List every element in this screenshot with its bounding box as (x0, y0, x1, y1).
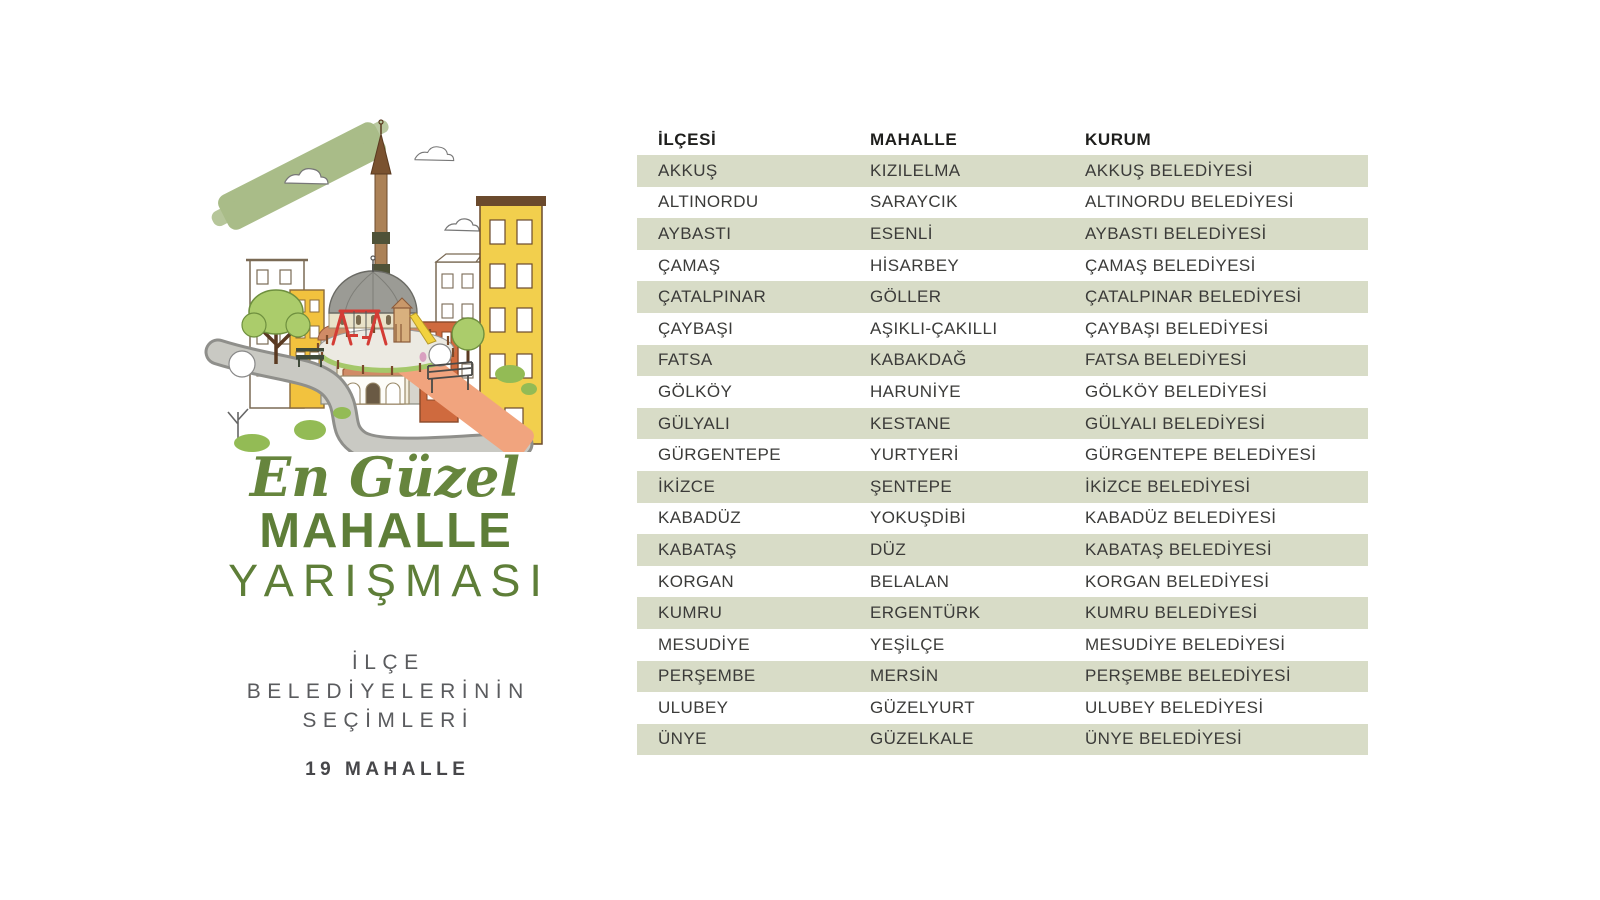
cell-kurum: MESUDİYE BELEDİYESİ (1085, 634, 1286, 654)
table-row (637, 376, 1368, 408)
cell-mahalle: DÜZ (870, 539, 907, 559)
cell-mahalle: YEŞİLÇE (870, 634, 945, 654)
table-header (637, 124, 1368, 155)
cell-kurum: ÇAMAŞ BELEDİYESİ (1085, 255, 1256, 275)
cell-kurum: KORGAN BELEDİYESİ (1085, 571, 1270, 591)
tagline-line-3: SEÇİMLERİ (302, 709, 475, 732)
table-row (637, 345, 1368, 377)
cell-mahalle: KESTANE (870, 413, 951, 433)
cell-ilce: AKKUŞ (658, 160, 718, 180)
cell-kurum: KABATAŞ BELEDİYESİ (1085, 539, 1273, 559)
cell-ilce: ULUBEY (658, 697, 729, 717)
column-header-kurum: KURUM (1085, 129, 1152, 149)
main-title: MAHALLE (259, 504, 513, 558)
table-row (637, 313, 1368, 345)
cell-ilce: GÜLYALI (658, 413, 731, 433)
cell-mahalle: SARAYCIK (870, 192, 958, 212)
table-row (637, 724, 1368, 756)
table-row (637, 408, 1368, 440)
tagline-line-1: İLÇE (351, 651, 425, 674)
script-title: En Güzel (249, 445, 521, 509)
cell-mahalle: HARUNİYE (870, 381, 962, 401)
cell-kurum: GÜRGENTEPE BELEDİYESİ (1085, 445, 1317, 465)
brand-block (160, 445, 610, 781)
table-row (637, 471, 1368, 503)
cell-ilce: ÇAMAŞ (658, 255, 721, 275)
cell-ilce: ÇAYBAŞI (658, 318, 734, 338)
neighborhood-illustration (190, 112, 550, 452)
cell-kurum: AYBASTI BELEDİYESİ (1085, 223, 1267, 243)
column-header-ilcesi: İLÇESİ (658, 129, 717, 149)
cell-mahalle: MERSİN (870, 666, 939, 686)
cell-kurum: ULUBEY BELEDİYESİ (1085, 697, 1264, 717)
table-row (637, 629, 1368, 661)
cell-mahalle: GÜZELYURT (870, 697, 975, 717)
cell-kurum: GÖLKÖY BELEDİYESİ (1085, 381, 1268, 401)
table-body (637, 155, 1368, 755)
cell-mahalle: GÜZELKALE (870, 729, 974, 749)
cell-ilce: KABADÜZ (658, 508, 742, 528)
cell-kurum: GÜLYALI BELEDİYESİ (1085, 413, 1266, 433)
table-row (637, 439, 1368, 471)
cell-ilce: FATSA (658, 350, 713, 370)
cell-ilce: MESUDİYE (658, 634, 750, 654)
cell-kurum: İKİZCE BELEDİYESİ (1085, 476, 1251, 496)
cell-kurum: KABADÜZ BELEDİYESİ (1085, 508, 1277, 528)
cell-kurum: ÜNYE BELEDİYESİ (1085, 729, 1243, 749)
cell-mahalle: ŞENTEPE (870, 476, 953, 496)
cell-kurum: PERŞEMBE BELEDİYESİ (1085, 666, 1292, 686)
table-row (637, 503, 1368, 535)
cell-ilce: PERŞEMBE (658, 666, 756, 686)
table-row (637, 566, 1368, 598)
cell-kurum: AKKUŞ BELEDİYESİ (1085, 160, 1253, 180)
column-header-mahalle: MAHALLE (870, 129, 958, 149)
cell-kurum: ÇAYBAŞI BELEDİYESİ (1085, 318, 1269, 338)
table-row (637, 187, 1368, 219)
cell-mahalle: ESENLİ (870, 223, 933, 243)
table-row (637, 692, 1368, 724)
table-row (637, 281, 1368, 313)
table-row (637, 534, 1368, 566)
cell-ilce: GÜRGENTEPE (658, 445, 782, 465)
cell-mahalle: BELALAN (870, 571, 950, 591)
cell-ilce: ALTINORDU (658, 192, 759, 212)
cell-ilce: AYBASTI (658, 223, 732, 243)
cell-mahalle: KABAKDAĞ (870, 350, 967, 370)
cell-ilce: ÇATALPINAR (658, 287, 767, 307)
cell-kurum: ALTINORDU BELEDİYESİ (1085, 192, 1294, 212)
cell-mahalle: GÖLLER (870, 287, 942, 307)
municipality-table (637, 124, 1368, 755)
cell-mahalle: YOKUŞDİBİ (870, 508, 967, 528)
tagline-line-2: BELEDİYELERİNİN (246, 680, 530, 703)
cell-ilce: KUMRU (658, 603, 723, 623)
table-row (637, 155, 1368, 187)
neighborhood-count: 19 MAHALLE (305, 759, 470, 780)
table-row (637, 218, 1368, 250)
cell-ilce: ÜNYE (658, 729, 707, 749)
cell-kurum: KUMRU BELEDİYESİ (1085, 603, 1258, 623)
cell-kurum: FATSA BELEDİYESİ (1085, 350, 1247, 370)
child-figure (420, 352, 427, 362)
cell-mahalle: YURTYERİ (870, 445, 959, 465)
cell-mahalle: HİSARBEY (870, 255, 960, 275)
tagline (160, 648, 610, 735)
cell-mahalle: ERGENTÜRK (870, 603, 981, 623)
cell-ilce: KABATAŞ (658, 539, 737, 559)
cell-ilce: GÖLKÖY (658, 381, 733, 401)
table-row (637, 250, 1368, 282)
table-row (637, 661, 1368, 693)
cell-kurum: ÇATALPINAR BELEDİYESİ (1085, 287, 1302, 307)
table-row (637, 597, 1368, 629)
cell-ilce: İKİZCE (658, 476, 716, 496)
sub-title: YARIŞMASI (228, 555, 551, 606)
cell-mahalle: AŞIKLI-ÇAKILLI (870, 318, 998, 338)
cell-ilce: KORGAN (658, 571, 735, 591)
cell-mahalle: KIZILELMA (870, 160, 961, 180)
